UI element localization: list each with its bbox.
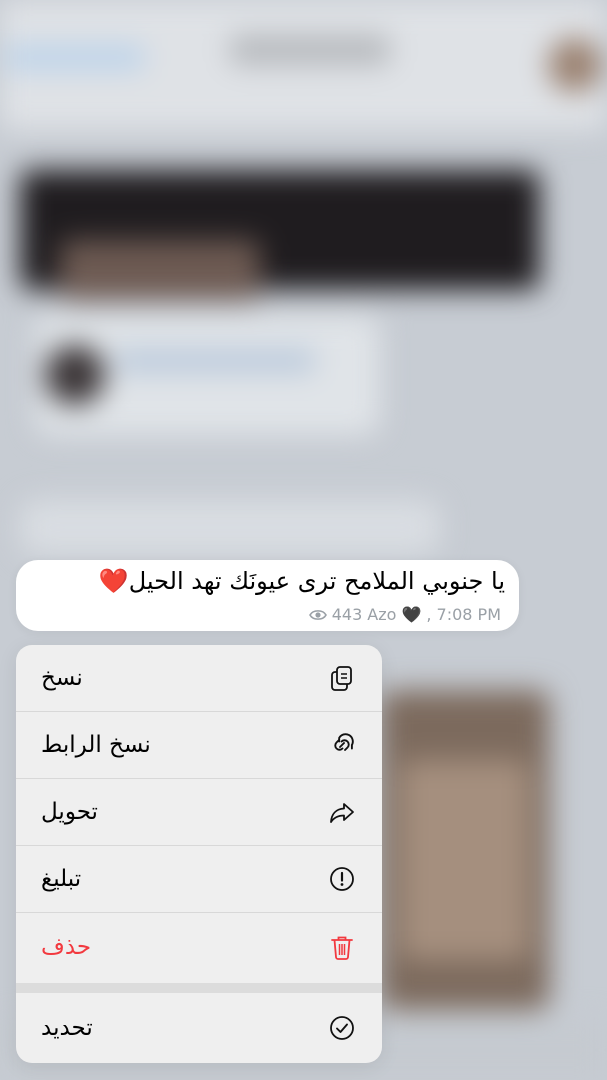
report-icon — [328, 865, 356, 893]
copy-icon — [328, 664, 356, 692]
menu-item-report[interactable] — [16, 846, 382, 913]
message-text: يا جنوبي الملامح ترى عيونَك تهد الحيل❤️ — [98, 567, 505, 595]
context-menu — [16, 645, 382, 1063]
menu-item-label: نسخ — [41, 665, 83, 691]
message-bubble[interactable] — [16, 560, 519, 631]
message-time: , 7:08 PM — [426, 605, 501, 624]
link-icon — [328, 731, 356, 759]
menu-item-label: حذف — [41, 933, 92, 960]
author-name: Azo — [367, 605, 397, 624]
menu-separator — [16, 983, 382, 993]
menu-item-label: تحويل — [41, 799, 98, 825]
trash-icon — [328, 933, 356, 961]
menu-item-label: نسخ الرابط — [41, 732, 151, 758]
select-check-icon — [328, 1014, 356, 1042]
menu-item-copy[interactable] — [16, 645, 382, 712]
forward-icon — [328, 798, 356, 826]
author-badge: 🖤 — [401, 605, 422, 624]
menu-item-delete[interactable] — [16, 913, 382, 980]
menu-item-label: تبليغ — [41, 866, 82, 892]
menu-item-forward[interactable] — [16, 779, 382, 846]
view-count: 443 — [331, 605, 363, 624]
menu-item-label: تحديد — [41, 1015, 93, 1041]
message-meta — [309, 605, 501, 624]
menu-item-select[interactable] — [16, 993, 382, 1063]
eye-icon — [309, 608, 327, 622]
menu-item-copy-link[interactable] — [16, 712, 382, 779]
